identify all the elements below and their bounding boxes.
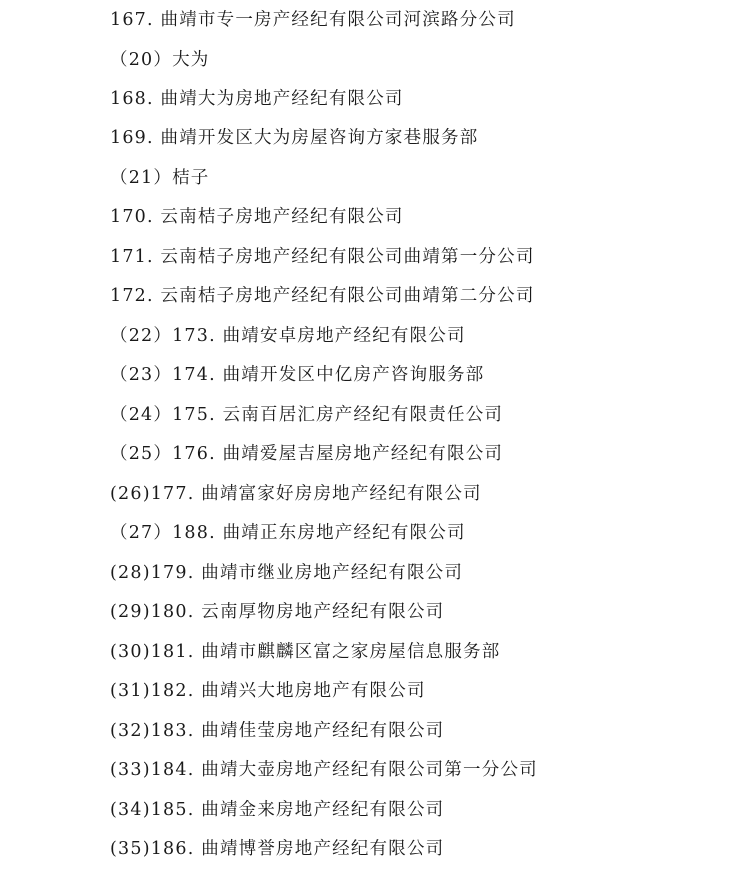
list-item-173: （22）173. 曲靖安卓房地产经纪有限公司 — [110, 326, 466, 346]
list-item-183: (32)183. 曲靖佳莹房地产经纪有限公司 — [110, 721, 445, 741]
section-heading-20: （20）大为 — [110, 50, 210, 70]
list-item-171: 171. 云南桔子房地产经纪有限公司曲靖第一分公司 — [110, 247, 535, 267]
list-item-184: (33)184. 曲靖大壶房地产经纪有限公司第一分公司 — [110, 760, 538, 780]
list-item-167: 167. 曲靖市专一房产经纪有限公司河滨路分公司 — [110, 10, 516, 30]
list-item-177: (26)177. 曲靖富家好房房地产经纪有限公司 — [110, 484, 482, 504]
list-item-168: 168. 曲靖大为房地产经纪有限公司 — [110, 89, 404, 109]
list-item-179: (28)179. 曲靖市继业房地产经纪有限公司 — [110, 563, 464, 583]
list-item-169: 169. 曲靖开发区大为房屋咨询方家巷服务部 — [110, 128, 479, 148]
list-item-174: （23）174. 曲靖开发区中亿房产咨询服务部 — [110, 365, 485, 385]
section-heading-21: （21）桔子 — [110, 168, 210, 188]
list-item-181: (30)181. 曲靖市麒麟区富之家房屋信息服务部 — [110, 642, 501, 662]
list-item-176: （25）176. 曲靖爱屋吉屋房地产经纪有限公司 — [110, 444, 504, 464]
list-item-188: （27）188. 曲靖正东房地产经纪有限公司 — [110, 523, 466, 543]
list-item-185: (34)185. 曲靖金来房地产经纪有限公司 — [110, 800, 445, 820]
list-item-175: （24）175. 云南百居汇房产经纪有限责任公司 — [110, 405, 504, 425]
list-item-182: (31)182. 曲靖兴大地房地产有限公司 — [110, 681, 426, 701]
list-item-186: (35)186. 曲靖博誉房地产经纪有限公司 — [110, 839, 445, 859]
list-item-172: 172. 云南桔子房地产经纪有限公司曲靖第二分公司 — [110, 286, 535, 306]
list-item-170: 170. 云南桔子房地产经纪有限公司 — [110, 207, 404, 227]
list-item-180: (29)180. 云南厚物房地产经纪有限公司 — [110, 602, 445, 622]
